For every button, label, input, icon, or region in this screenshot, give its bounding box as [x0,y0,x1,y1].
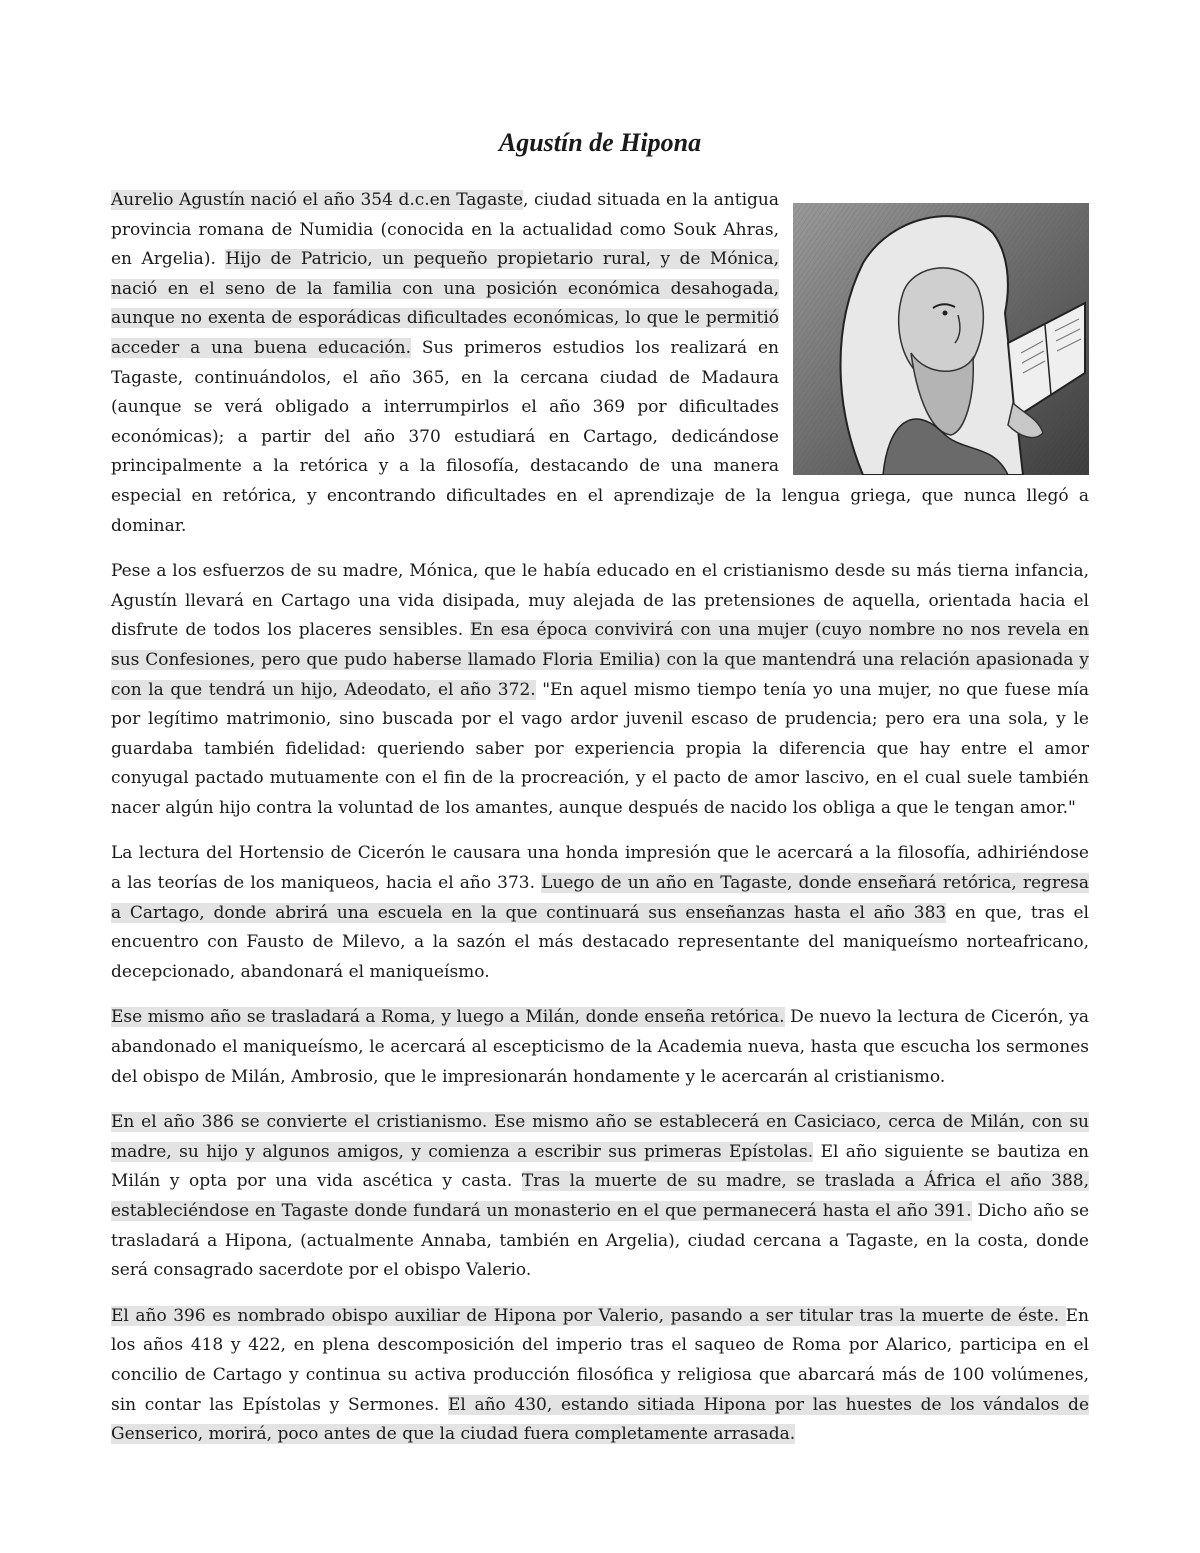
highlighted-text: Hijo de Patricio, un pequeño propietario rural, y de Mónica, nació en el seno de la familia con una posición económica desahogada, aunque no exenta de esporádicas dificultades económicas, lo que le permitió acceder a una buena educación. [111,249,779,358]
body-text: Dicho año se trasladará a Hipona, (actualmente Annaba, también en Argelia), ciudad cercana a Tagaste, en la costa, donde será consagrado sacerdote por el obispo Valerio. [111,1201,1089,1281]
body-text: Pese a los esfuerzos de su madre, Mónica, que le había educado en el cristianismo desde su más tierna infancia, Agustín llevará en Cartago una vida disipada, muy alejada de las pretensiones de aquella, orientada hacia el disfrute de todos los placeres sensibles. [111,561,1089,641]
body-text: Sus primeros estudios los realizará en Tagaste, continuándolos, el año 365, en la cercana ciudad de Madaura (aunque se verá obligado a interrumpirlos el año 369 por dificultades económicas); a partir del año 370 estudiará en Cartago, dedicándose principalmente a la retórica y a la filosofía, destacando de una manera especial en retórica, y encontrando dificultades en el aprendizaje de la lengua griega, que nunca llegó a dominar. [111,337,1089,536]
highlighted-text: El año 430, estando sitiada Hipona por las huestes de los vándalos de Genserico, morirá, poco antes de que la ciudad fuera completamente arrasada. [111,1394,1089,1445]
body-text: El año siguiente se bautiza en Milán y opta por una vida ascética y casta. [111,1141,1089,1192]
highlighted-text: En el año 386 se convierte el cristianismo. Ese mismo año se establecerá en Casiciaco, cerca de Milán, con su madre, su hijo y algunos amigos, y comienza a escribir sus primeras Epístolas. [111,1112,1089,1162]
body-text: , ciudad situada en la antigua provincia romana de Numidia (conocida en la actualidad como Souk Ahras, en Argelia). [111,190,779,270]
highlighted-text: Aurelio Agustín nació el año 354 d.c.en Tagaste [111,190,524,210]
highlighted-text: En esa época convivirá con una mujer (cuyo nombre no nos revela en sus Confesiones, pero que pudo haberse llamado Floria Emilia) con la que mantendrá una relación apasionada y con la que tendrá un hijo, Adeodato, el año 372. [111,620,1090,700]
body-text: De nuevo la lectura de Cicerón, ya abandonado el maniqueísmo, le acercará al escepticismo de la Academia nueva, hasta que escucha los sermones del obispo de Milán, Ambrosio, que le impresionarán hondamente y le acercarán al cristianismo. [111,1007,1089,1087]
highlighted-text: El año 396 es nombrado obispo auxiliar de Hipona por Valerio, pasando a ser titular tras la muerte de éste. [111,1305,1066,1326]
highlighted-text: Luego de un año en Tagaste, donde enseñará retórica, regresa a Cartago, donde abrirá una escuela en la que continuará sus enseñanzas hasta el año 383 [111,873,1089,923]
paragraph [111,557,1089,823]
paragraph [111,1003,1089,1092]
body-text: La lectura del Hortensio de Cicerón le causara una honda impresión que le acercará a la filosofía, adhiriéndose a las teorías de los maniqueos, hacia el año 373. [111,843,1089,894]
body-text: En los años 418 y 422, en plena descomposición del imperio tras el saqueo de Roma por Alarico, participa en el concilio de Cartago y continua su activa producción filosófica y religiosa que abarcará más de 100 volúmenes, sin contar las Epístolas y Sermones. [111,1305,1089,1415]
body-text: en que, tras el encuentro con Fausto de Milevo, a la sazón el más destacado representante del maniqueísmo norteafricano, decepcionado, abandonará el maniqueísmo. [111,902,1089,982]
body-text: "En aquel mismo tiempo tenía yo una mujer, no que fuese mía por legítimo matrimonio, sino buscada por el vago ardor juvenil escaso de prudencia; pero era una sola, y le guardaba también fidelidad: queriendo saber por experiencia propia la diferencia que hay entre el amor conyugal pactado mutuamente con el fin de la procreación, y el pacto de amor lascivo, en el cual suele también nacer algún hijo contra la voluntad de los amantes, aunque después de nacido los obliga a que le tengan amor." [111,679,1089,818]
document-body [111,186,1089,1466]
portrait-image [793,203,1089,475]
highlighted-text: Ese mismo año se trasladará a Roma, y luego a Milán, donde enseña retórica. [111,1007,785,1028]
paragraph [111,839,1089,987]
paragraph [111,1302,1089,1450]
paragraph [111,1108,1089,1286]
document-title: Agustín de Hipona [498,128,702,157]
highlighted-text: Tras la muerte de su madre, se traslada a África el año 388, estableciéndose en Tagaste donde fundará un monasterio en el que permanecerá hasta el año 391. [111,1171,1089,1221]
